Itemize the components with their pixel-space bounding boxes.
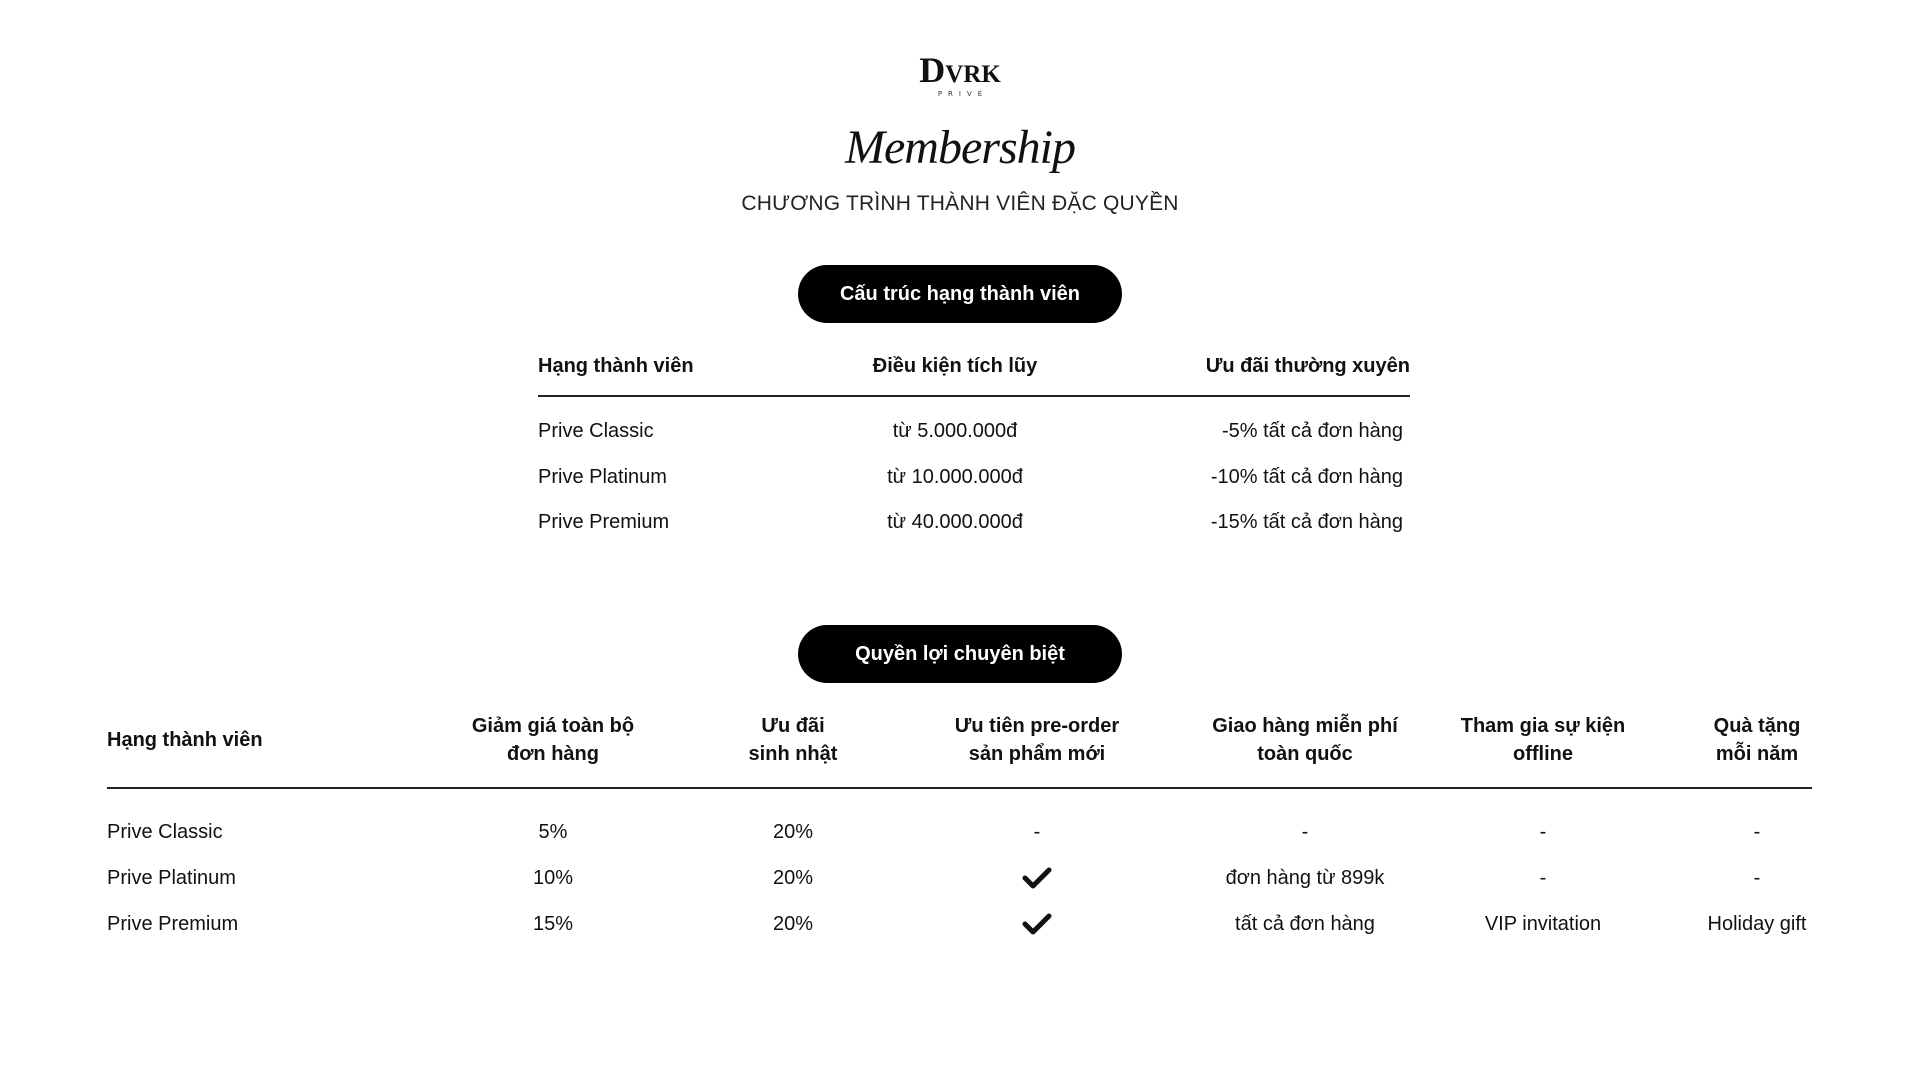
header-line: toàn quốc <box>1257 743 1353 765</box>
page-subtitle: CHƯƠNG TRÌNH THÀNH VIÊN ĐẶC QUYỀN <box>741 192 1179 215</box>
shipping-value: đơn hàng từ 899k <box>1225 867 1385 889</box>
header-line: Ưu tiên pre-order <box>954 715 1120 737</box>
preorder-value: - <box>1033 821 1041 843</box>
table-header <box>1185 712 1425 768</box>
tier-benefit: -10% tất cả đơn hàng <box>1210 466 1403 488</box>
table-header <box>917 712 1157 768</box>
header-line: mỗi năm <box>1715 743 1799 765</box>
table-header <box>693 712 893 768</box>
gift-value: Holiday gift <box>1707 913 1807 935</box>
header-line: Quà tặng <box>1713 715 1801 737</box>
gift-value: - <box>1753 867 1761 889</box>
table-header <box>1677 712 1837 768</box>
table-header: Ưu đãi thường xuyên <box>1205 355 1410 377</box>
table-divider <box>538 395 1410 397</box>
header-line: sinh nhật <box>748 743 838 765</box>
page-title: Membership <box>845 121 1075 174</box>
header-line: Giao hàng miễn phí <box>1212 715 1398 737</box>
tier-condition: từ 5.000.000đ <box>892 420 1018 442</box>
birthday-value: 20% <box>772 913 814 935</box>
discount-value: 10% <box>532 867 574 889</box>
table-header: Điều kiện tích lũy <box>872 355 1038 377</box>
birthday-value: 20% <box>772 867 814 889</box>
table-header: Hạng thành viên <box>107 729 263 751</box>
tier-condition: từ 10.000.000đ <box>887 466 1023 488</box>
tier-structure-button[interactable] <box>798 265 1122 323</box>
event-value: - <box>1539 867 1547 889</box>
header-line: offline <box>1513 743 1573 765</box>
discount-value: 15% <box>532 913 574 935</box>
logo-initial: D <box>919 50 946 90</box>
tier-benefit: -15% tất cả đơn hàng <box>1210 511 1403 533</box>
logo-subtext: PRIVÉ <box>937 90 989 98</box>
tier-name: Prive Platinum <box>538 466 667 488</box>
tier-benefit: -5% tất cả đơn hàng <box>1221 420 1403 442</box>
shipping-value: tất cả đơn hàng <box>1235 913 1375 935</box>
tier-name: Prive Classic <box>538 420 654 442</box>
tier-condition: từ 40.000.000đ <box>887 511 1023 533</box>
header-line: Giảm giá toàn bộ <box>471 715 635 737</box>
gift-value: - <box>1753 821 1761 843</box>
table-header: Hạng thành viên <box>538 355 694 377</box>
checkmark-icon <box>1022 866 1052 890</box>
logo-wordmark <box>0 52 1920 88</box>
tier-name: Prive Classic <box>107 821 223 843</box>
checkmark-icon <box>1022 912 1052 936</box>
birthday-value: 20% <box>772 821 814 843</box>
discount-value: 5% <box>538 821 568 843</box>
header-line: đơn hàng <box>507 743 599 765</box>
table-divider <box>107 787 1812 789</box>
header-line: Tham gia sự kiện <box>1460 715 1626 737</box>
tier-structure-button-label: Cấu trúc hạng thành viên <box>839 282 1081 305</box>
table-header <box>453 712 653 768</box>
exclusive-benefits-button-label: Quyền lợi chuyên biệt <box>855 642 1065 665</box>
brand-logo <box>0 52 1920 98</box>
event-value: VIP invitation <box>1484 913 1602 935</box>
table-header <box>1433 712 1653 768</box>
tier-name: Prive Premium <box>538 511 670 533</box>
exclusive-benefits-button[interactable] <box>798 625 1122 683</box>
header-line: sản phẩm mới <box>968 743 1106 765</box>
logo-rest: VRK <box>945 61 1001 88</box>
tier-name: Prive Platinum <box>107 867 236 889</box>
header-line: Ưu đãi <box>761 715 825 737</box>
tier-name: Prive Premium <box>107 913 239 935</box>
event-value: - <box>1539 821 1547 843</box>
shipping-value: - <box>1301 821 1309 843</box>
